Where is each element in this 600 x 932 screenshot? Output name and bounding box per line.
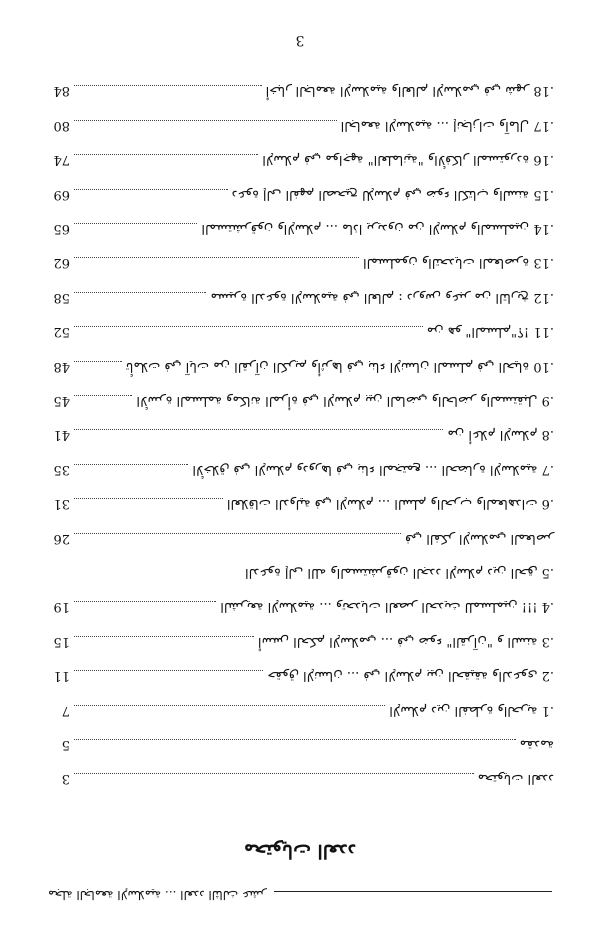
dot-leader: [74, 533, 401, 534]
toc-entry-title: الجامعة الإسلامية ... إنجازات وآمال 17.: [340, 117, 554, 133]
toc-entry-title: الأخلاق في الإسلام ودورها في بناء المجتمع ... الحضارة الإسلامية 7.: [192, 461, 554, 477]
toc-entry: [40, 418, 558, 452]
toc-entry: [40, 452, 558, 486]
toc-entry-page: 45: [53, 393, 70, 409]
toc-entry: [40, 211, 558, 245]
toc-entry-page: 15: [53, 633, 70, 649]
dot-leader: [74, 601, 216, 602]
toc-entry-page: 35: [53, 461, 70, 477]
toc-entry-page: 41: [53, 427, 70, 443]
toc-entry-page: 19: [53, 599, 70, 615]
toc-entry-title: أخبار الجامعة الإسلامية والعالم الإسلامي في شهر 18.: [265, 83, 554, 99]
toc-entry: [40, 349, 558, 383]
page-number: 3: [295, 32, 305, 48]
toc-entry: [40, 246, 558, 280]
toc-entry: [40, 315, 558, 349]
toc-entry: [40, 74, 558, 108]
toc-entry-page: 69: [53, 186, 70, 202]
dot-leader: [74, 361, 122, 362]
toc-entry-title: المستشرقون والإسلام ... ماذا يريدون من الإسلام والمسلمين 14.: [201, 221, 554, 237]
toc-entry-page: 11: [53, 668, 70, 684]
toc-entry-page: 48: [53, 358, 70, 374]
toc-entry-page: 58: [53, 289, 70, 305]
dot-leader: [74, 223, 197, 224]
toc-entry-title: الإسلام دين الفطرة والحرية 1.: [389, 702, 554, 718]
toc-entry: [40, 555, 558, 589]
dot-leader: [74, 154, 258, 155]
toc-entry: [40, 521, 558, 555]
toc-entry-title: مسيرة الدعوة الإسلامية في العالم : دروس وعبر من التاريخ 12.: [210, 289, 554, 305]
header-rule: [274, 891, 552, 892]
dot-leader: [74, 326, 423, 327]
dot-leader: [74, 292, 207, 293]
toc-entry-title: تأملات في آيات من القرآن الكريم وأثرها في بناء الإنسان المسلم في الحياة 10.: [125, 358, 554, 374]
dot-leader: [74, 739, 516, 740]
dot-leader: [74, 773, 474, 774]
toc-entry: [40, 658, 558, 692]
toc-entry: [40, 108, 558, 142]
toc-entry-title: العلاقات الدولية في الإسلام ... السلم والحرب والمعاهدات 6.: [226, 496, 554, 512]
toc-entry-page: 74: [53, 152, 70, 168]
dot-leader: [74, 120, 337, 121]
toc-entry-title: أسس الحكم الإسلامي ... في ضوء "القرآن" و السنة 3.: [257, 633, 554, 649]
dot-leader: [74, 429, 443, 430]
toc-entry-title: من أعلام الإسلام 8.: [447, 427, 554, 443]
toc-title: محتويات العدد: [243, 840, 357, 862]
toc-entry-page: 3: [61, 771, 70, 787]
toc-entry: [40, 762, 558, 796]
toc-entry: [40, 727, 558, 761]
toc-entry-page: 7: [61, 702, 70, 718]
dot-leader: [74, 498, 223, 499]
table-of-contents: [40, 74, 558, 796]
dot-leader: [74, 464, 188, 465]
dot-leader: [74, 395, 132, 396]
toc-entry: [40, 590, 558, 624]
toc-entry-page: 80: [53, 117, 70, 133]
toc-entry-title: من هو "المسلم"؟! 11.: [426, 324, 554, 340]
toc-entry: [40, 177, 558, 211]
toc-entry-title: الشريعة الإسلامية ... وتحديات العصر الحديث للمسلمين !!! 4.: [220, 599, 554, 615]
toc-entry-title: في الفكر الإسلامي المعاصر: [405, 530, 554, 546]
toc-entry: [40, 624, 558, 658]
toc-entry-title: محتويات العدد: [477, 771, 554, 787]
toc-entry-title: الأسرة المسلمة ومكانة المرأة في الإسلام بين الماضي والحاضر والمستقبل 9.: [136, 393, 554, 409]
toc-entry-title: مقدمة: [519, 736, 554, 752]
toc-entry-title: حقوق الإنسان ... في الإسلام بين الحقيقة والدعوى 2.: [267, 668, 554, 684]
dot-leader: [74, 257, 359, 258]
dot-leader: [74, 86, 262, 87]
toc-entry: [40, 383, 558, 417]
toc-entry-page: 65: [53, 221, 70, 237]
toc-entry-title: الدعوة إلى الله والمستشرقون الجدد الإسلام دين الحق 5.: [245, 564, 554, 580]
toc-entry-page: 5: [61, 736, 70, 752]
toc-entry: [40, 693, 558, 727]
toc-entry-page: 26: [53, 530, 70, 546]
running-header: [48, 888, 552, 912]
toc-entry: [40, 280, 558, 314]
toc-entry-title: الإسلام في مواجهة "العلمانية" والأفكار المستوردة 16.: [262, 152, 554, 168]
toc-entry-page: 52: [53, 324, 70, 340]
running-header-text: مجلة الجامعة الإسلامية ... العدد الثالث عشر: [48, 888, 267, 902]
toc-entry-title: دعوة إلى الفهم الصحيح للإسلام في ضوء الكتاب والسنة 15.: [231, 186, 554, 202]
toc-entry-title: المسلمون والتحديات المعاصرة 13.: [362, 255, 554, 271]
toc-entry-page: 84: [53, 83, 70, 99]
dot-leader: [74, 636, 254, 637]
toc-entry: [40, 486, 558, 520]
dot-leader: [74, 670, 263, 671]
toc-entry-page: 62: [53, 255, 70, 271]
dot-leader: [74, 189, 228, 190]
toc-entry-page: 31: [53, 496, 70, 512]
toc-entry: [40, 143, 558, 177]
dot-leader: [74, 705, 385, 706]
